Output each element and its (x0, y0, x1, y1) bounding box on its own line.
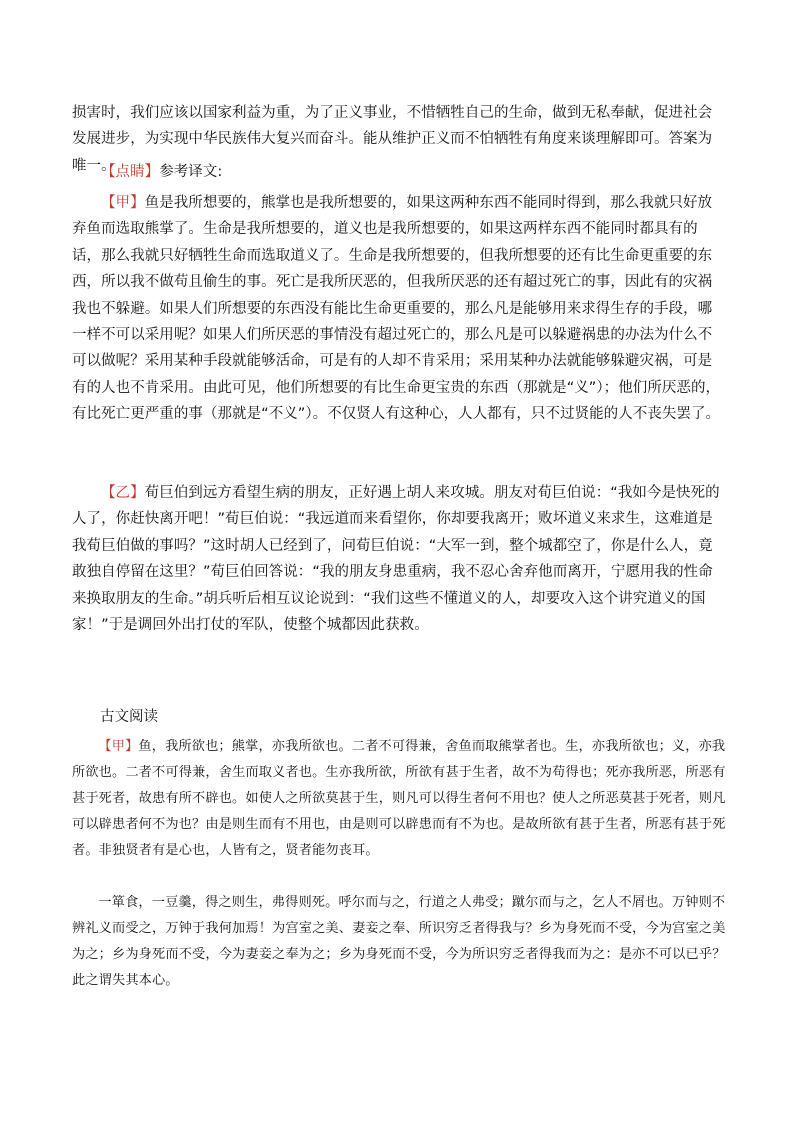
classical-text-para2: 一箪食，一豆羹，得之则生，弗得则死。呼尔而与之，行道之人弗受；蹴尔而与之，乞人不屑也。万钟则不辨礼义而受之，万钟于我何加焉！为宫室之美、妻妾之奉、所识穷乏者得我与？乡为身死而不受，今为宫室之美为之；乡为身死而不受，今为妻妾之奉为之；乡为身死而不受，今为所识穷乏者得我而为之：是亦不可以已乎？此之谓失其本心。 (72, 895, 726, 988)
analysis-conclusion: 损害时，我们应该以国家利益为重，为了正义事业，不惜牺牲自己的生命，做到无私奉献，促进社会发展进步，为实现中华民族伟大复兴而奋斗。能从维护正义而不怕牺牲有角度来谈理解即可。答案为唯一。 (72, 105, 713, 174)
translation-yi-text: 荀巨伯到远方看望生病的朋友，正好遇上胡人来攻城。朋友对荀巨伯说：“我如今是快死的人了，你赶快离开吧！”荀巨伯说：“我远道而来看望你，你却要我离开；败坏道义来求生，这难道是我荀巨伯做的事吗？”这时胡人已经到了，问荀巨伯说：“大军一到，整个城都空了，你是什么人，竟敢独自停留在这里？”荀巨伯回答说：“我的朋友身患重病，我不忍心舍弃他而离开，宁愿用我的性命来换取朋友的生命。”胡兵听后相互议论说到：“我们这些不懂道义的人，却要攻入这个讲究道义的国家！”于是调回外出打仗的军队，使整个城都因此获救。 (72, 485, 720, 634)
translation-yi (72, 480, 726, 638)
note-paragraph (72, 159, 726, 185)
note-label: 【点睛】 (101, 164, 160, 180)
classical-jia-text: 鱼，我所欲也；熊掌，亦我所欲也。二者不可得兼，舍鱼而取熊掌者也。生，亦我所欲也；义，亦我所欲也。二者不可得兼，舍生而取义者也。生亦我所欲，所欲有甚于生者，故不为苟得也；死亦我所恶，所恶有甚于死者，故患有所不辟也。如使人之所欲莫甚于生，则凡可以得生者何不用也？使人之所恶莫甚于死者，则凡可以辟患者何不为也？由是则生而有不用也，由是则可以辟患而有不为也。是故所欲有甚于生者，所恶有甚于死者。非独贤者有是心也，人皆有之，贤者能勿丧耳。 (72, 739, 726, 858)
translation-jia (72, 190, 726, 428)
translation-jia-text: 鱼是我所想要的，熊掌也是我所想要的，如果这两种东西不能同时得到，那么我就只好放弃鱼而选取熊掌了。生命是我所想要的，道义也是我所想要的，如果这两样东西不能同时都具有的话，那么我就只好牺牲生命而选取道义了。生命是我所想要的，但我所想要的还有比生命更重要的东西，所以我不做苟且偷生的事。死亡是我所厌恶的，但我所厌恶的还有超过死亡的事，因此有的灾祸我也不躲避。如果人们所想要的东西没有能比生命更重要的，那么凡是能够用来求得生存的手段，哪一样不可以采用呢？如果人们所厌恶的事情没有超过死亡的，那么凡是可以躲避祸患的办法为什么不可以做呢？采用某种手段就能够活命，可是有的人却不肯采用；采用某种办法就能够躲避灾祸，可是有的人也不肯采用。由此可见，他们所想要的有比生命更宝贵的东西（那就是“义”）；他们所厌恶的，有比死亡更严重的事（那就是“不义”）。不仅贤人有这种心，人人都有，只不过贤能的人不丧失罢了。 (72, 195, 721, 423)
classical-jia-label: 【甲】 (98, 739, 139, 754)
yi-label: 【乙】 (101, 485, 145, 501)
section-heading: 古文阅读 (100, 709, 158, 725)
jia-label: 【甲】 (101, 195, 145, 211)
note-text: 参考译文: (159, 164, 223, 180)
classical-text-jia (72, 734, 726, 864)
